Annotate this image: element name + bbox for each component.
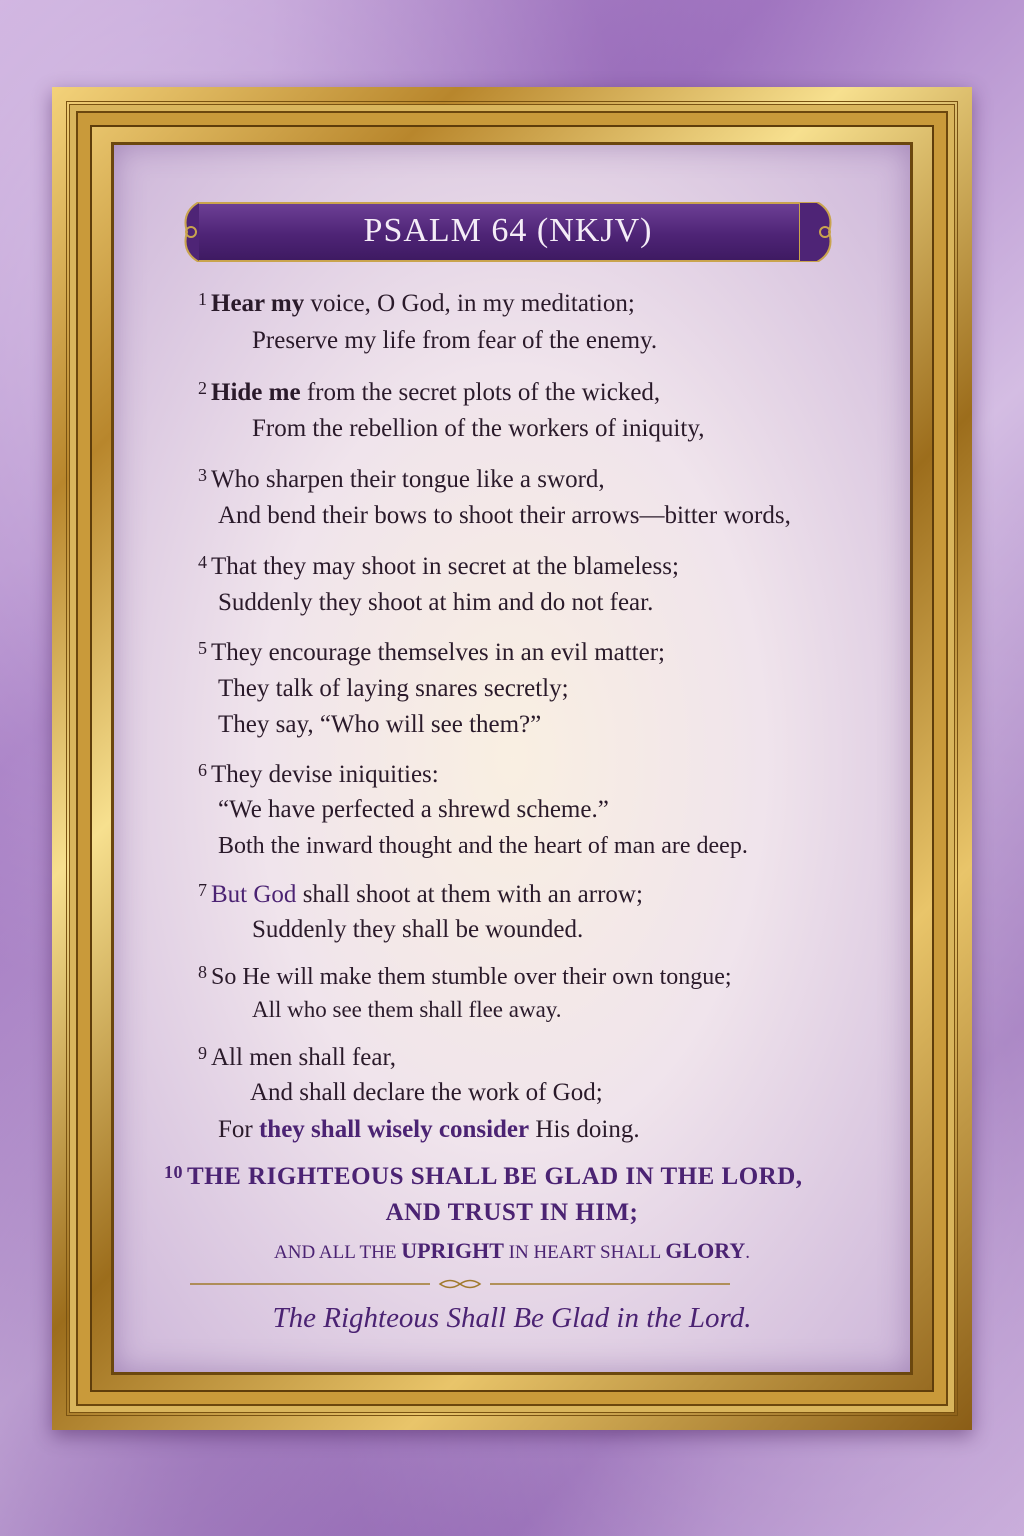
verse-8-line-1 [198, 962, 732, 991]
verse-number: 9 [198, 1043, 207, 1063]
verse-number: 1 [198, 289, 207, 309]
verse-5-line-3: They say, “Who will see them?” [218, 711, 542, 738]
verse-10-line-1 [164, 1162, 803, 1191]
verse-7-line-2: Suddenly they shall be wounded. [252, 916, 584, 943]
verse-emphasis: But God [211, 881, 297, 908]
verse-number: 6 [198, 760, 207, 780]
gold-picture-frame [52, 87, 972, 1430]
verse-10-line-2: AND TRUST IN HIM; [385, 1199, 639, 1226]
verse-number: 2 [198, 378, 207, 398]
verse-number: 8 [198, 962, 207, 982]
verse-text: They encourage themselves in an evil matter; [211, 639, 665, 666]
verse-emphasis: UPRIGHT [401, 1238, 504, 1263]
verse-8-line-2: All who see them shall flee away. [252, 997, 562, 1022]
verse-emphasis: Hide me [211, 379, 301, 406]
verse-text: . [745, 1242, 750, 1263]
verse-6-line-1 [198, 760, 439, 789]
verse-text: THE RIGHTEOUS SHALL BE GLAD IN THE LORD, [187, 1163, 803, 1190]
verse-text: IN HEART SHALL [503, 1242, 666, 1263]
verse-2-line-2: From the rebellion of the workers of iniquity, [252, 415, 705, 442]
verse-emphasis: Hear my [211, 290, 305, 317]
verse-text: His doing. [529, 1116, 640, 1143]
verse-9-line-3 [218, 1116, 640, 1144]
verse-number: 10 [164, 1162, 183, 1182]
verse-3-line-2: And bend their bows to shoot their arrows—bitter words, [218, 502, 791, 529]
verse-text: That they may shoot in secret at the blameless; [211, 553, 679, 580]
verse-text: All men shall fear, [211, 1044, 397, 1071]
verse-10-line-3 [52, 1238, 972, 1264]
verse-text: For [218, 1116, 259, 1143]
verse-9-line-2: And shall declare the work of God; [250, 1079, 603, 1106]
verse-emphasis: they shall wisely consider [258, 1116, 530, 1143]
verse-4-line-1 [198, 552, 679, 581]
verse-number: 7 [198, 880, 207, 900]
verse-number: 3 [198, 465, 207, 485]
verse-6-line-2: “We have perfected a shrewd scheme.” [218, 796, 609, 823]
verse-text: Who sharpen their tongue like a sword, [211, 466, 605, 493]
verse-7-line-1 [198, 880, 643, 909]
verse-text: from the secret plots of the wicked, [300, 379, 661, 406]
verse-number: 4 [198, 552, 207, 572]
verse-text: shall shoot at them with an arrow; [296, 881, 643, 908]
verse-text: They devise iniquities: [211, 761, 439, 788]
ornament-divider-icon [190, 1277, 730, 1291]
verse-1-line-1 [198, 289, 635, 318]
page-title: PSALM 64 (NKJV) [363, 212, 653, 249]
footer-caption: The Righteous Shall Be Glad in the Lord. [272, 1302, 752, 1334]
verse-text: AND ALL THE [274, 1242, 402, 1263]
verse-5-line-1 [198, 638, 665, 667]
verse-text: voice, O God, in my meditation; [304, 290, 635, 317]
verse-3-line-1 [198, 465, 605, 494]
verse-emphasis: GLORY [665, 1238, 746, 1263]
verse-1-line-2: Preserve my life from fear of the enemy. [252, 327, 658, 354]
verse-2-line-1 [198, 378, 660, 407]
verse-9-line-1 [198, 1043, 396, 1072]
verse-5-line-2: They talk of laying snares secretly; [218, 675, 569, 702]
verse-4-line-2: Suddenly they shoot at him and do not fear. [218, 589, 654, 616]
verse-number: 5 [198, 638, 207, 658]
verse-6-line-3: Both the inward thought and the heart of man are deep. [218, 833, 748, 859]
verse-text: So He will make them stumble over their own tongue; [211, 964, 732, 990]
psalm-text [52, 87, 972, 1430]
